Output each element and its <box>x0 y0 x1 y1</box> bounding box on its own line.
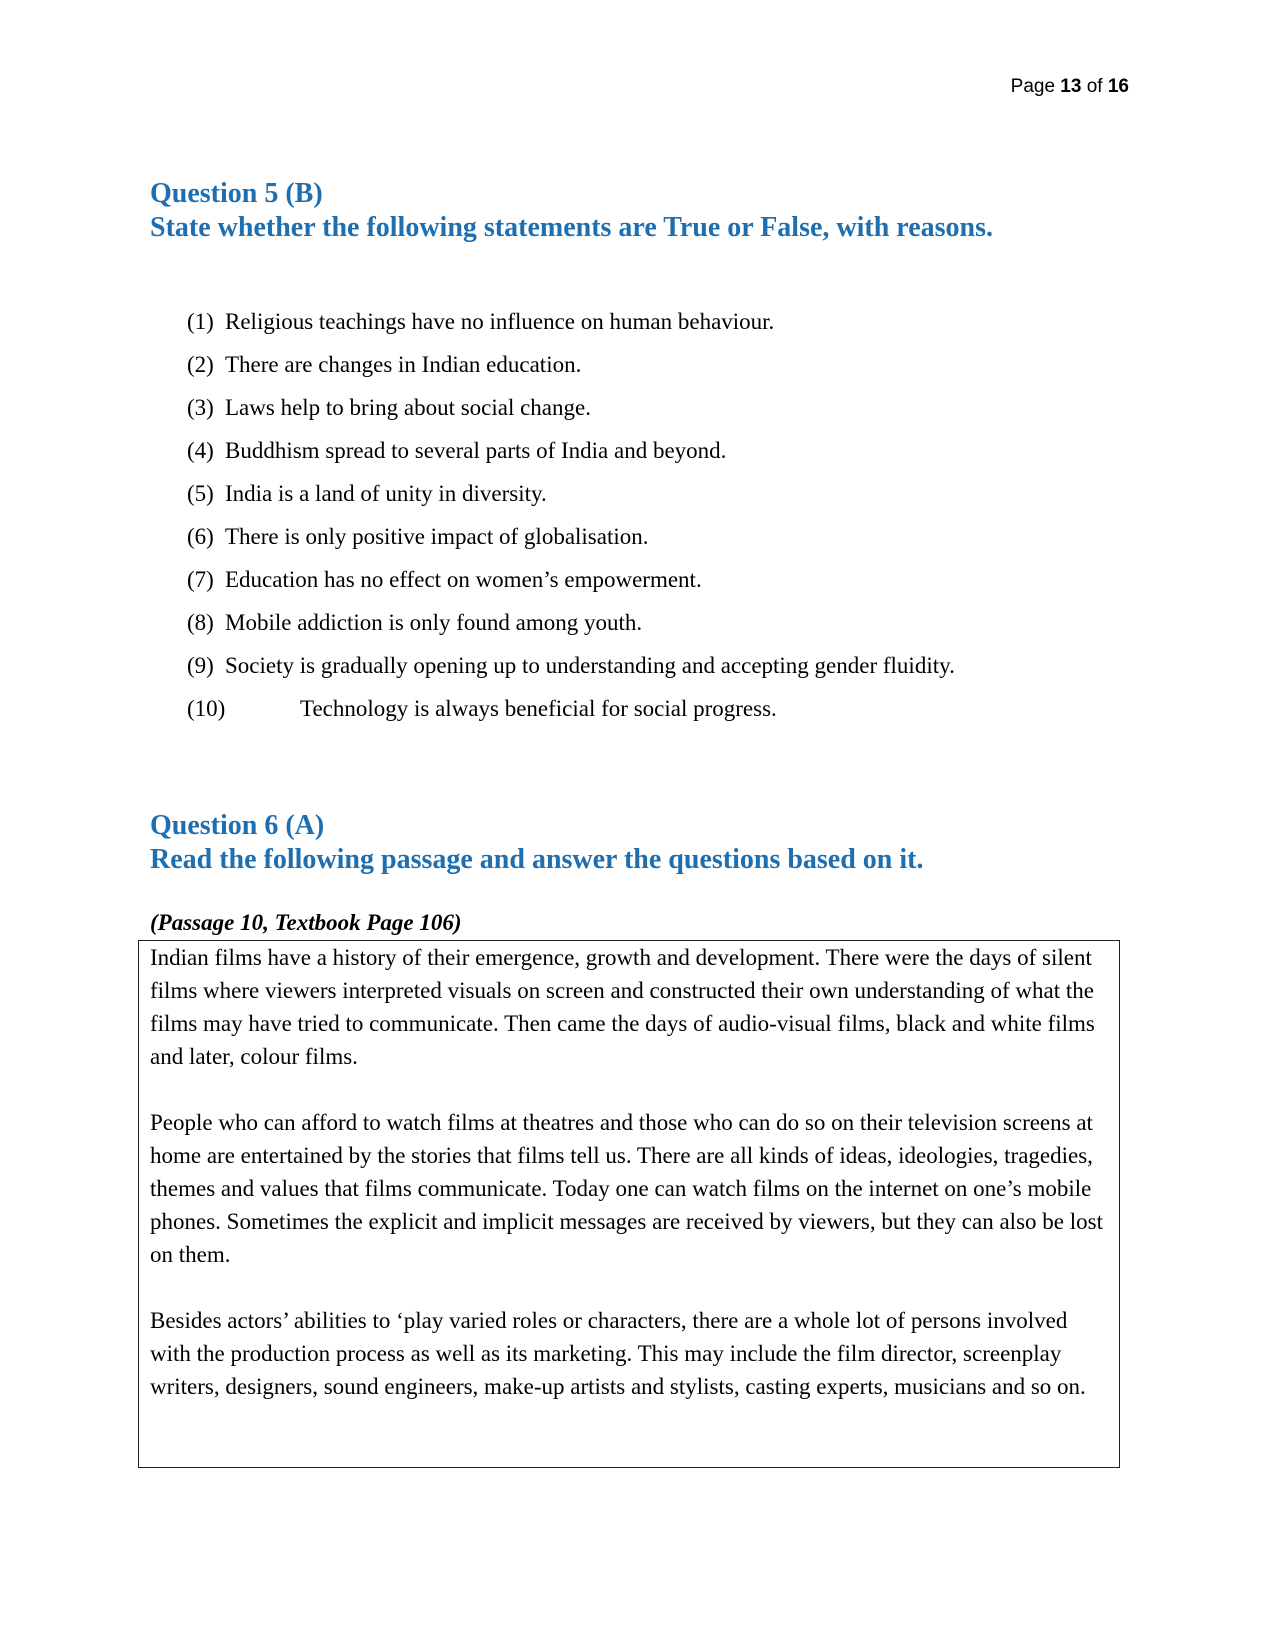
statement-text: Education has no effect on women’s empowerment. <box>225 567 702 592</box>
statement-number: (2) <box>187 352 214 377</box>
statement-number: (10) <box>187 696 226 721</box>
statement-list <box>187 304 955 734</box>
page-number-current: 13 <box>1060 76 1082 97</box>
statement-number: (6) <box>187 524 214 549</box>
statement-text: India is a land of unity in diversity. <box>225 481 547 506</box>
statement-item <box>187 691 955 734</box>
statement-text: Buddhism spread to several parts of India and beyond. <box>225 438 727 463</box>
statement-text: Mobile addiction is only found among youth. <box>225 610 643 635</box>
statement-item <box>187 605 955 648</box>
statement-number: (1) <box>187 309 214 334</box>
question-5-instruction: State whether the following statements are True or False, with reasons. <box>150 212 994 243</box>
page-number-separator: of <box>1086 76 1103 97</box>
statement-number: (4) <box>187 438 214 463</box>
statement-item <box>187 648 955 691</box>
question-5-heading <box>150 177 993 245</box>
question-6-heading <box>150 809 924 877</box>
question-5-title: Question 5 (B) <box>150 178 323 209</box>
statement-item <box>187 390 955 433</box>
statement-text: There is only positive impact of globalisation. <box>225 524 649 549</box>
statement-item <box>187 562 955 605</box>
statement-text: Laws help to bring about social change. <box>225 395 591 420</box>
statement-text: Religious teachings have no influence on human behaviour. <box>225 309 775 334</box>
page-number-prefix: Page <box>1010 76 1056 97</box>
statement-item <box>187 519 955 562</box>
page-number <box>1011 76 1129 98</box>
statement-number: (8) <box>187 610 214 635</box>
passage-source: (Passage 10, Textbook Page 106) <box>150 910 462 935</box>
passage-paragraph: Besides actors’ abilities to ‘play varied roles or characters, there are a whole lot of persons involved with the production process as well as its marketing. This may include the film director, screenplay writers, designers, sound engineers, make-up artists and stylists, casting experts, musicians and so on. <box>150 1308 1086 1399</box>
question-6-title: Question 6 (A) <box>150 810 325 841</box>
statement-number: (7) <box>187 567 214 592</box>
statement-item <box>187 476 955 519</box>
statement-text: Society is gradually opening up to understanding and accepting gender fluidity. <box>225 653 955 678</box>
passage-paragraph: People who can afford to watch films at theatres and those who can do so on their television screens at home are entertained by the stories that films tell us. There are all kinds of ideas, ideologies, tragedies, themes and values that films communicate. Today one can watch films on the internet on one’s mobile phones. Sometimes the explicit and implicit messages are received by viewers, but they can also be lost on them. <box>150 1110 1103 1267</box>
passage-paragraph: Indian films have a history of their emergence, growth and development. There were the days of silent films where viewers interpreted visuals on screen and constructed their own understanding of what the films may have tried to communicate. Then came the days of audio-visual films, black and white films and later, colour films. <box>150 945 1095 1069</box>
passage-box <box>138 940 1120 1468</box>
statement-item <box>187 347 955 390</box>
statement-text: Technology is always beneficial for social progress. <box>300 696 777 721</box>
statement-item <box>187 304 955 347</box>
statement-number: (9) <box>187 653 214 678</box>
statement-number: (3) <box>187 395 214 420</box>
page-number-total: 16 <box>1107 76 1129 97</box>
question-6-instruction: Read the following passage and answer the questions based on it. <box>150 844 924 875</box>
statement-item <box>187 433 955 476</box>
statement-text: There are changes in Indian education. <box>225 352 582 377</box>
statement-number: (5) <box>187 481 214 506</box>
